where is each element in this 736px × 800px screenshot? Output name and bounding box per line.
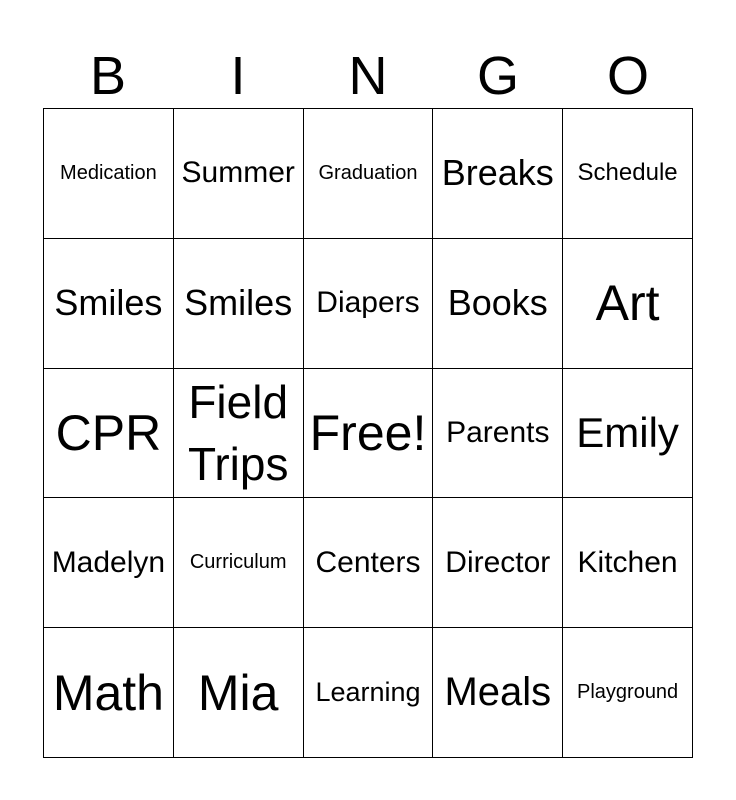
- bingo-cell[interactable]: [433, 369, 563, 499]
- cell-label: Smiles: [54, 282, 163, 324]
- bingo-cell[interactable]: [563, 239, 693, 369]
- cell-label: Free!: [309, 404, 427, 461]
- bingo-cell[interactable]: [433, 628, 563, 758]
- cell-label: Breaks: [441, 152, 554, 194]
- bingo-header: [43, 44, 693, 108]
- bingo-cell[interactable]: [563, 498, 693, 628]
- bingo-cell[interactable]: [563, 369, 693, 499]
- cell-label: Diapers: [316, 286, 420, 320]
- cell-label: CPR: [55, 404, 162, 461]
- bingo-cell[interactable]: [174, 498, 304, 628]
- cell-label: Field Trips: [187, 375, 289, 490]
- bingo-cell[interactable]: [44, 369, 174, 499]
- bingo-cell[interactable]: [44, 109, 174, 239]
- header-letter-n: N: [348, 46, 388, 106]
- cell-label: Mia: [197, 664, 279, 721]
- cell-label: Parents: [446, 415, 550, 449]
- bingo-cell[interactable]: [563, 628, 693, 758]
- cell-label: Books: [447, 282, 548, 324]
- cell-label: Art: [595, 275, 660, 332]
- cell-label: Playground: [577, 681, 679, 704]
- bingo-cell[interactable]: [433, 109, 563, 239]
- cell-label: Smiles: [184, 282, 293, 324]
- bingo-cell[interactable]: [433, 239, 563, 369]
- bingo-cell[interactable]: [44, 628, 174, 758]
- bingo-cell[interactable]: [304, 109, 434, 239]
- cell-label: Summer: [181, 156, 295, 190]
- cell-label: Kitchen: [577, 545, 678, 579]
- bingo-cell[interactable]: [44, 239, 174, 369]
- bingo-cell[interactable]: [174, 239, 304, 369]
- free-space-cell[interactable]: [304, 369, 434, 499]
- cell-label: Graduation: [318, 161, 418, 184]
- bingo-cell[interactable]: [433, 498, 563, 628]
- header-letter-g: G: [476, 46, 519, 106]
- bingo-cell[interactable]: [174, 628, 304, 758]
- cell-label: Emily: [576, 408, 679, 456]
- cell-label: Meals: [444, 670, 552, 715]
- bingo-cell[interactable]: [174, 109, 304, 239]
- cell-label: Centers: [315, 545, 421, 579]
- bingo-cell[interactable]: [563, 109, 693, 239]
- cell-label: Learning: [315, 677, 421, 708]
- bingo-cell[interactable]: [174, 369, 304, 499]
- bingo-grid: [43, 108, 693, 758]
- bingo-cell[interactable]: [304, 239, 434, 369]
- header-letter-b: B: [89, 46, 127, 106]
- header-letter-i: I: [230, 46, 246, 106]
- cell-label: Math: [52, 664, 164, 721]
- header-letter-o: O: [606, 46, 649, 106]
- cell-label: Medication: [60, 161, 157, 184]
- cell-label: Schedule: [577, 159, 678, 187]
- cell-label: Director: [445, 545, 551, 579]
- bingo-cell[interactable]: [304, 628, 434, 758]
- cell-label: Curriculum: [189, 551, 287, 574]
- bingo-cell[interactable]: [44, 498, 174, 628]
- bingo-cell[interactable]: [304, 498, 434, 628]
- cell-label: Madelyn: [51, 545, 166, 579]
